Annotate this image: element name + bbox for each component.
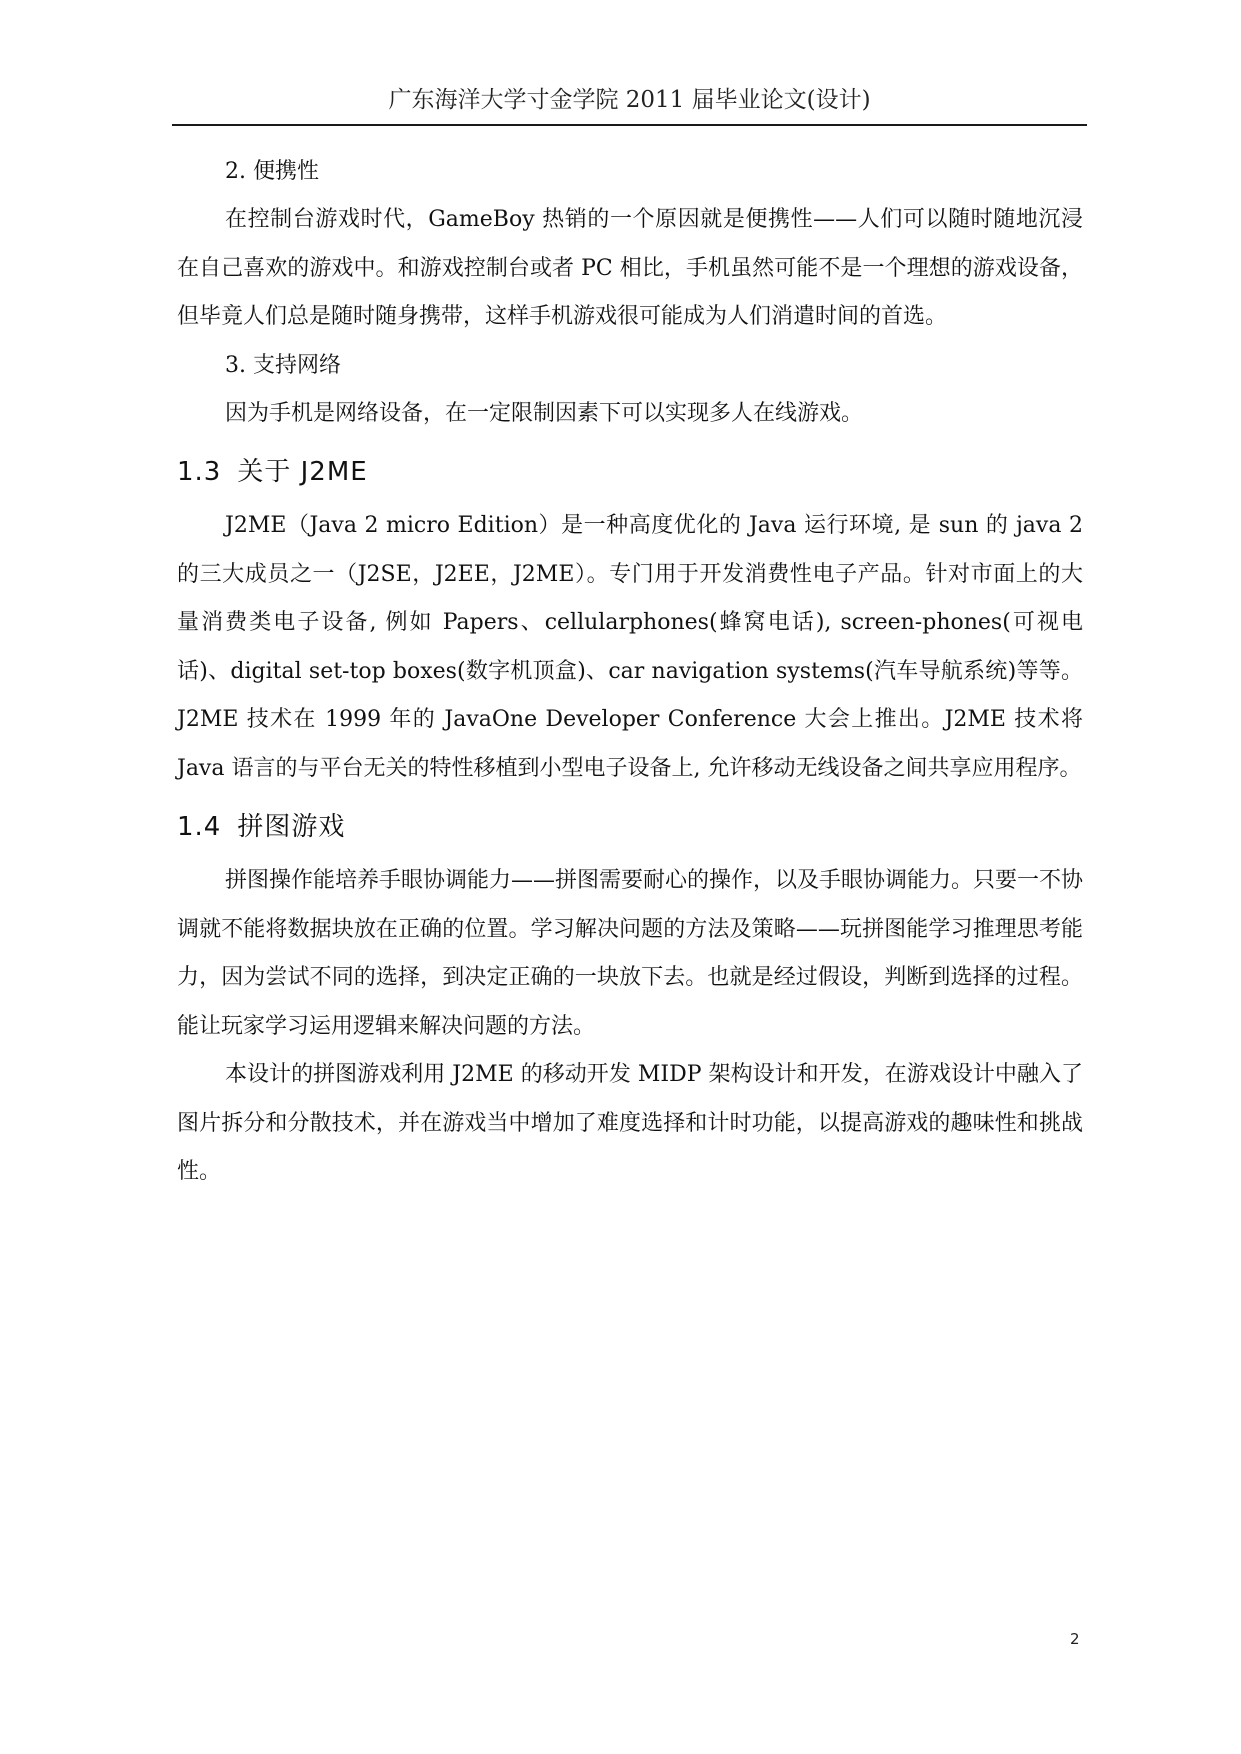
section-heading-j2me (177, 456, 1083, 488)
page-header-title: 广东海洋大学寸金学院 2011 届毕业论文(设计) (388, 87, 871, 113)
section-heading-puzzle (177, 811, 1083, 843)
section-title: 拼图游戏 (237, 812, 346, 842)
section-title: 关于 J2ME (237, 457, 368, 487)
paragraph-puzzle-benefits: 拼图操作能培养手眼协调能力——拼图需要耐心的操作，以及手眼协调能力。只要一不协调就不能将数据块放在正确的位置。学习解决问题的方法及策略——玩拼图能学习推理思考能力，因为尝试不同的选择，到决定正确的一块放下去。也就是经过假设，判断到选择的过程。能让玩家学习运用逻辑来解决问题的方法。 (177, 868, 1084, 1039)
paragraph-puzzle-design: 本设计的拼图游戏利用 J2ME 的移动开发 MIDP 架构设计和开发，在游戏设计中融入了图片拆分和分散技术，并在游戏当中增加了难度选择和计时功能，以提高游戏的趣味性和挑战性。 (177, 1062, 1083, 1184)
page-content (177, 148, 1083, 1197)
item-heading-network: 3. 支持网络 (225, 352, 341, 378)
page-number: 2 (1070, 1630, 1080, 1648)
item-heading-portability: 2. 便携性 (225, 159, 319, 184)
paragraph-network: 因为手机是网络设备，在一定限制因素下可以实现多人在线游戏。 (225, 400, 864, 426)
section-number: 1.3 (177, 457, 222, 487)
paragraph-j2me: J2ME（Java 2 micro Edition）是一种高度优化的 Java 运行环境, 是 sun 的 java 2 的三大成员之一（J2SE，J2EE，J2ME）。专门用于开发消费性电子产品。针对市面上的大量消费类电子设备, 例如 Papers、cellularphones(蜂窝电话), screen-phones(可视电话)、digital set-top boxes(数字机顶盒)、car navigation systems(汽车导航系统)等等。J2ME 技术在 1999 年的 JavaOne Developer Conference 大会上推出。J2ME 技术将 Java 语言的与平台无关的特性移植到小型电子设备上, 允许移动无线设备之间共享应用程序。 (177, 513, 1083, 781)
paragraph-portability: 在控制台游戏时代，GameBoy 热销的一个原因就是便携性——人们可以随时随地沉浸在自己喜欢的游戏中。和游戏控制台或者 PC 相比，手机虽然可能不是一个理想的游戏设备，但毕竟人们总是随时随身携带，这样手机游戏很可能成为人们消遣时间的首选。 (177, 207, 1084, 329)
header-rule (172, 124, 1087, 126)
section-number: 1.4 (177, 812, 222, 842)
